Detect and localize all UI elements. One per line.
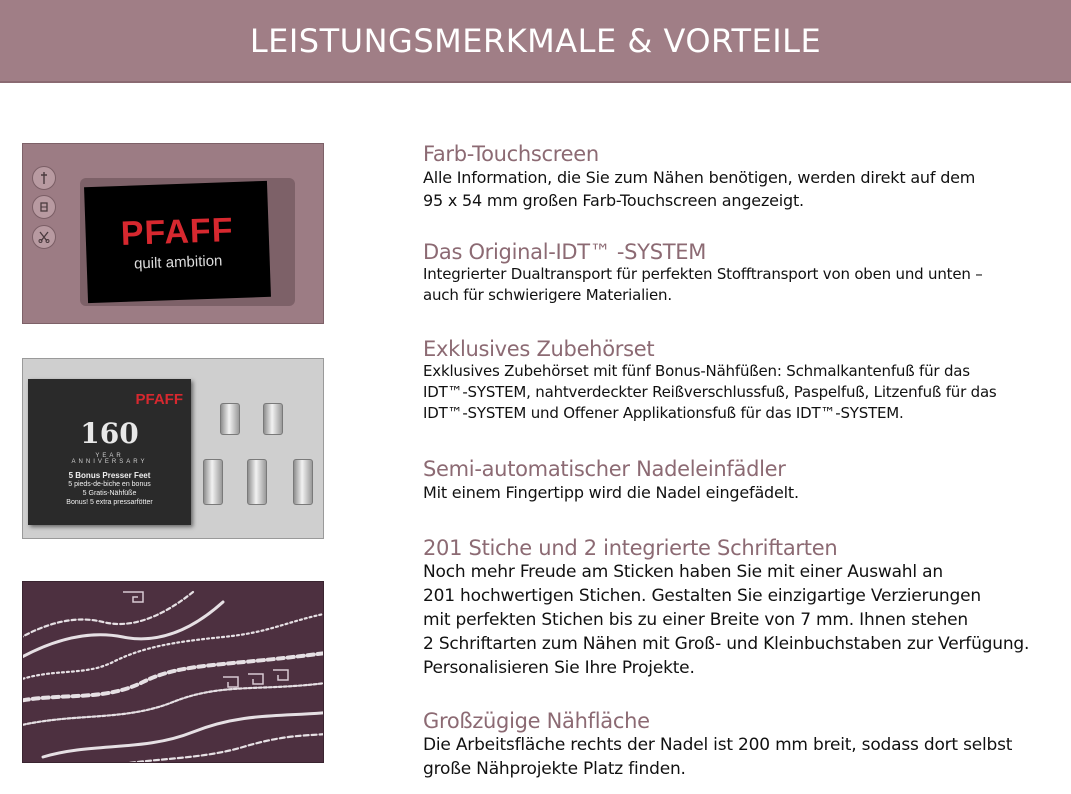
touchscreen-image	[22, 143, 324, 324]
feature-stitches-fonts	[423, 536, 1029, 680]
stitch-sample-image	[22, 581, 324, 763]
anniversary-number: 160	[80, 417, 139, 450]
header-banner	[0, 0, 1071, 83]
feature-title: Semi-automatischer Nadeleinfädler	[423, 457, 786, 481]
feature-title: Exklusives Zubehörset	[423, 337, 655, 361]
presser-foot-icon	[247, 459, 267, 505]
feature-accessories	[423, 337, 997, 424]
feature-title: 201 Stiche und 2 integrierte Schriftarten	[423, 536, 838, 560]
feature-title: Das Original-IDT™ -SYSTEM	[423, 240, 707, 264]
bobbin-icon	[32, 195, 56, 219]
presser-foot-icon	[220, 403, 240, 435]
feature-body: Noch mehr Freude am Sticken haben Sie mit einer Auswahl an 201 hochwertigen Stichen. Gestalten Sie einzigartige Verzierungen mit perfekten Stichen bis zu einer Breite von 7 mm. Ihnen stehen 2 Schriftarten zum Nähen mit Groß- und Kleinbuchstaben zur Verfügung. Personalisieren Sie Ihre Projekte.	[423, 562, 1030, 678]
tagline: quilt ambition	[133, 252, 223, 273]
scissors-icon	[32, 225, 56, 249]
feature-body: Exklusives Zubehörset mit fünf Bonus-Nähfüßen: Schmalkantenfuß für das IDT™-SYSTEM, nahtverdeckter Reißverschlussfuß, Paspelfuß, Litzenfuß für das IDT™-SYSTEM und Offener Applikationsfuß für das IDT™-SYSTEM.	[423, 362, 997, 422]
needle-icon	[32, 166, 56, 190]
accessories-image	[22, 358, 324, 539]
presser-foot-icon	[263, 403, 283, 435]
pfaff-logo: PFAFF	[135, 391, 183, 408]
presser-foot-icon	[203, 459, 223, 505]
feature-work-area	[423, 709, 1012, 781]
feature-body: Integrierter Dualtransport für perfekten Stofftransport von oben und unten – auch für schwierigere Materialien.	[423, 265, 983, 304]
page-title: LEISTUNGSMERKMALE & VORTEILE	[249, 21, 822, 60]
feature-body: Die Arbeitsfläche rechts der Nadel ist 200 mm breit, sodass dort selbst große Nähprojekte Platz finden.	[423, 735, 1013, 779]
feature-needle-threader	[423, 457, 799, 504]
pfaff-logo: PFAFF	[120, 211, 235, 253]
feature-body: Mit einem Fingertipp wird die Nadel eingefädelt.	[423, 483, 799, 502]
feature-idt-system	[423, 240, 983, 306]
feature-title: Großzügige Nähfläche	[423, 709, 650, 733]
feature-body: Alle Information, die Sie zum Nähen benötigen, werden direkt auf dem 95 x 54 mm großen Farb-Touchscreen angezeigt.	[423, 168, 976, 210]
anniversary-label: YEAR ANNIVERSARY	[71, 453, 148, 465]
touchscreen-display	[84, 181, 271, 303]
box-text: 5 Bonus Presser Feet 5 pieds-de-biche en bonus 5 Gratis-Nähfüße Bonus! 5 extra pressarfötter	[66, 471, 153, 506]
feature-title: Farb-Touchscreen	[423, 142, 599, 166]
accessory-box	[28, 379, 191, 525]
feature-touchscreen	[423, 142, 975, 212]
presser-foot-icon	[293, 459, 313, 505]
